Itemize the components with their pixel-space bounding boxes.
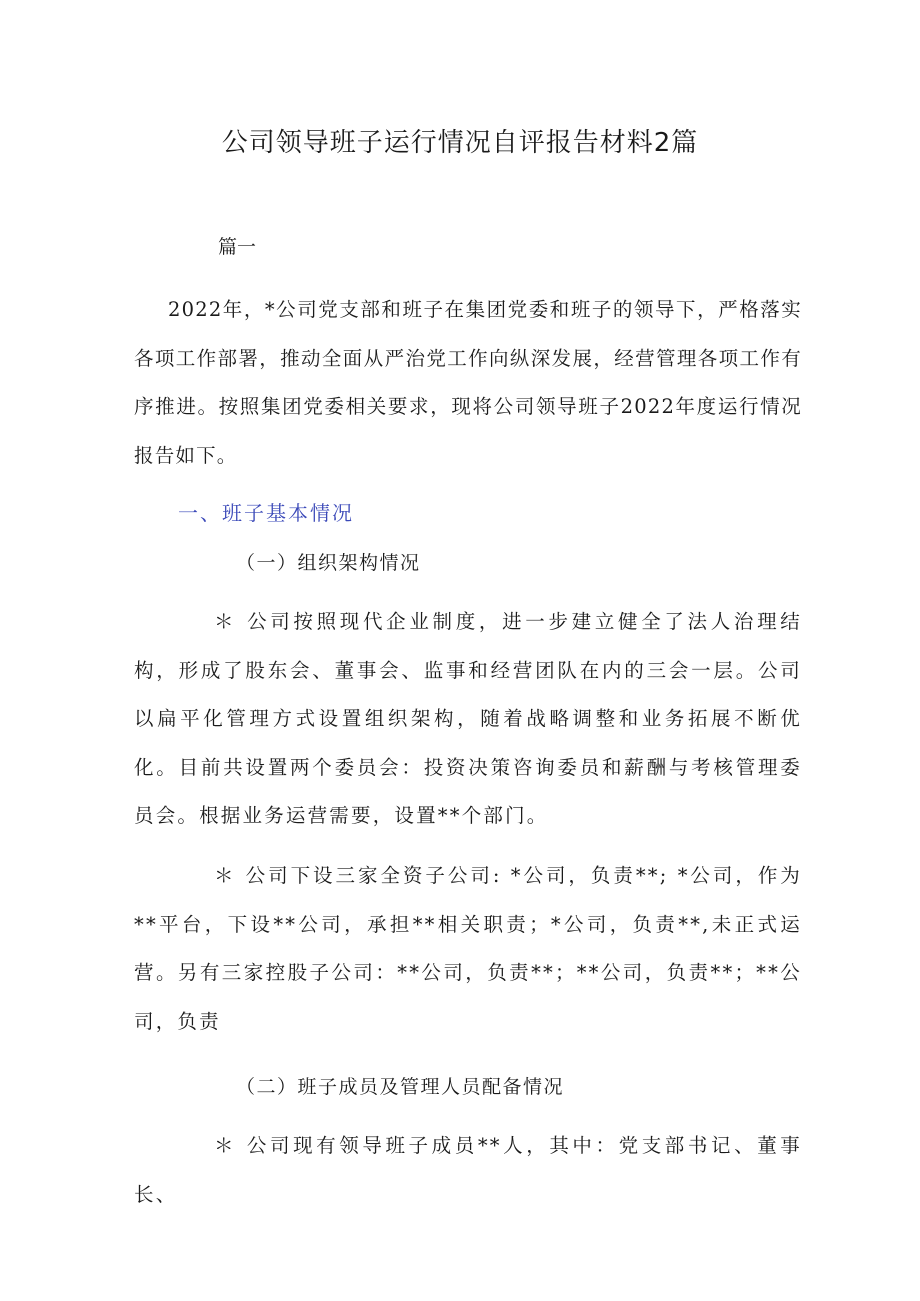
subsection-heading-members: （二）班子成员及管理人员配备情况: [236, 1076, 565, 1098]
org-structure-paragraph: ＊ 公司按照现代企业制度，进一步建立健全了法人治理结构，形成了股东会、董事会、监事和经营团队在内的三会一层。公司以扁平化管理方式设置组织架构，随着战略调整和业务拓展不断优化。目前共设置两个委员会：投资决策咨询委员和薪酬与考核管理委员会。根据业务运营需要，设置**个部门。: [134, 610, 802, 827]
document-title: 公司领导班子运行情况自评报告材料2篇: [221, 128, 699, 158]
subsidiaries-paragraph: ＊ 公司下设三家全资子公司: *公司，负责**; *公司，作为**平台，下设**公司，承担**相关职责；*公司，负责**,未正式运营。另有三家控股子公司：**公司，负责**；**公司，负责**；**公司，负责: [134, 864, 802, 1033]
part-label: 篇一: [218, 236, 257, 258]
members-paragraph: ＊ 公司现有领导班子成员**人，其中：党支部书记、董事长、: [134, 1134, 802, 1206]
section-heading-basic-info: 一、班子基本情况: [178, 501, 354, 525]
intro-paragraph: 2022年，*公司党支部和班子在集团党委和班子的领导下，严格落实各项工作部署，推动全面从严治党工作向纵深发展，经营管理各项工作有序推进。按照集团党委相关要求，现将公司领导班子2022年度运行情况报告如下。: [134, 298, 802, 467]
subsection-heading-org-structure: （一）组织架构情况: [236, 552, 421, 574]
